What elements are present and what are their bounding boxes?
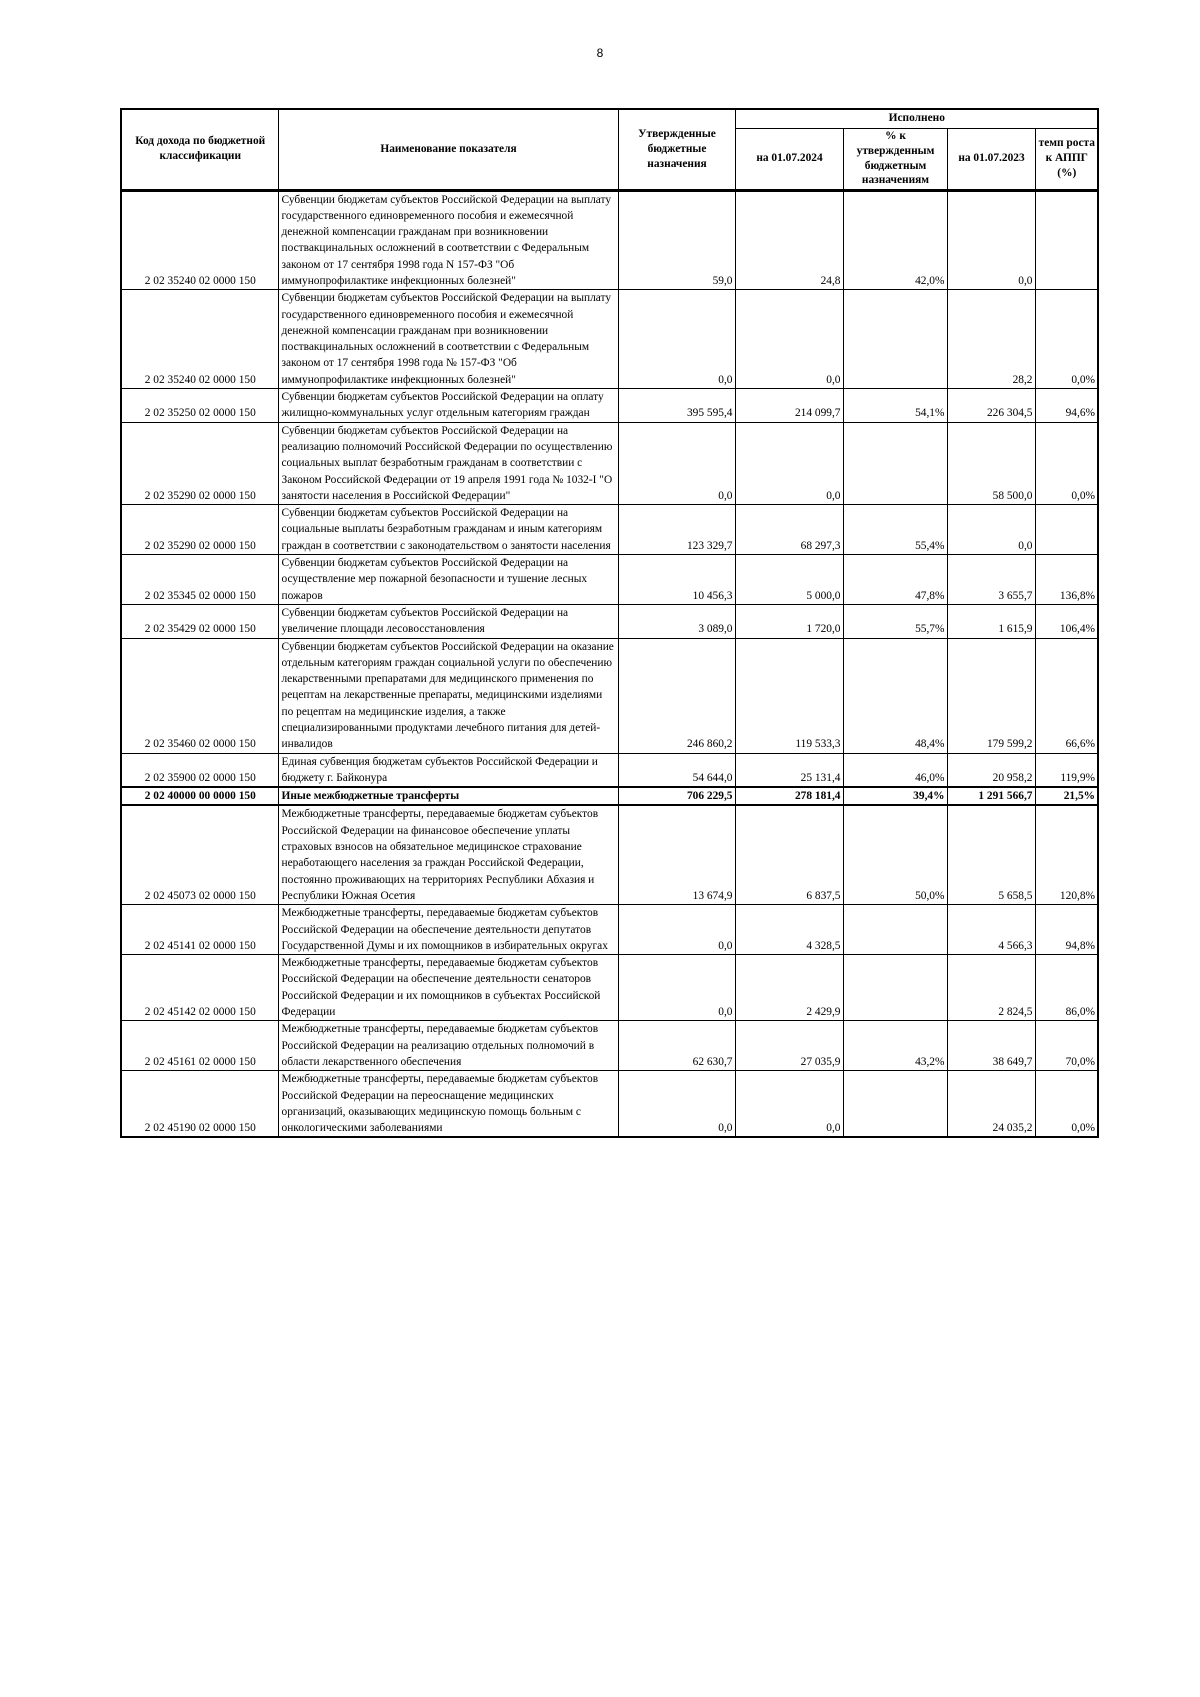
row-code: 2 02 35900 02 0000 150: [121, 753, 278, 787]
row-growth: 0,0%: [1035, 1071, 1098, 1138]
table-row: [121, 389, 1098, 423]
row-growth: 136,8%: [1035, 555, 1098, 605]
table-header: [121, 109, 1098, 190]
row-exec-2023: 38 649,7: [947, 1021, 1035, 1071]
row-name: Иные межбюджетные трансферты: [278, 787, 618, 805]
row-pct-approved: 48,4%: [843, 638, 947, 753]
table-row: [121, 290, 1098, 389]
row-exec-2024: 68 297,3: [735, 505, 843, 555]
row-exec-2023: 3 655,7: [947, 555, 1035, 605]
row-code: 2 02 45141 02 0000 150: [121, 905, 278, 955]
row-name: Субвенции бюджетам субъектов Российской Федерации на реализацию полномочий Российской Федерации по осуществлению социальных выплат безработным гражданам в соответствии с Законом Российской Федерации от 19 апреля 1991 года № 1032-I "О занятости населения в Российской Федерации": [278, 422, 618, 504]
row-name: Межбюджетные трансферты, передаваемые бюджетам субъектов Российской Федерации на финансовое обеспечение уплаты страховых взносов на обязательное медицинское страхование неработающего населения за граждан Российской Федерации, постоянно проживающих на территориях Республики Абхазия и Республики Южная Осетия: [278, 805, 618, 904]
row-exec-2024: 27 035,9: [735, 1021, 843, 1071]
row-code: 2 02 35250 02 0000 150: [121, 389, 278, 423]
row-pct-approved: 47,8%: [843, 555, 947, 605]
row-code: 2 02 35460 02 0000 150: [121, 638, 278, 753]
row-exec-2023: 24 035,2: [947, 1071, 1035, 1138]
row-exec-2024: 4 328,5: [735, 905, 843, 955]
row-approved: 0,0: [618, 290, 735, 389]
row-code: 2 02 45142 02 0000 150: [121, 955, 278, 1021]
budget-execution-table: [120, 108, 1099, 1138]
row-growth: 0,0%: [1035, 422, 1098, 504]
row-name: Субвенции бюджетам субъектов Российской Федерации на выплату государственного единовременного пособия и ежемесячной денежной компенсации гражданам при возникновении поствакцинальных осложнений в соответствии с Федеральным законом от 17 сентября 1998 года № 157-ФЗ "Об иммунопрофилактике инфекционных болезней": [278, 290, 618, 389]
row-pct-approved: [843, 422, 947, 504]
row-approved: 0,0: [618, 1071, 735, 1138]
row-code: 2 02 35345 02 0000 150: [121, 555, 278, 605]
row-approved: 59,0: [618, 190, 735, 290]
row-name: Субвенции бюджетам субъектов Российской Федерации на оплату жилищно-коммунальных услуг отдельным категориям граждан: [278, 389, 618, 423]
table-row: [121, 505, 1098, 555]
table-row: [121, 604, 1098, 638]
row-approved: 0,0: [618, 955, 735, 1021]
table-row: [121, 555, 1098, 605]
row-approved: 246 860,2: [618, 638, 735, 753]
row-name: Субвенции бюджетам субъектов Российской Федерации на социальные выплаты безработным гражданам и иным категориям граждан в соответствии с законодательством о занятости населения: [278, 505, 618, 555]
row-pct-approved: 42,0%: [843, 190, 947, 290]
row-code: 2 02 35290 02 0000 150: [121, 422, 278, 504]
row-approved: 123 329,7: [618, 505, 735, 555]
row-growth: [1035, 505, 1098, 555]
table-row: [121, 1021, 1098, 1071]
row-name: Единая субвенция бюджетам субъектов Российской Федерации и бюджету г. Байконура: [278, 753, 618, 787]
row-approved: 395 595,4: [618, 389, 735, 423]
row-exec-2023: 0,0: [947, 505, 1035, 555]
row-exec-2024: 1 720,0: [735, 604, 843, 638]
row-growth: 120,8%: [1035, 805, 1098, 904]
header-name: Наименование показателя: [278, 109, 618, 190]
row-pct-approved: [843, 1071, 947, 1138]
row-growth: 119,9%: [1035, 753, 1098, 787]
row-exec-2024: 0,0: [735, 290, 843, 389]
row-exec-2023: 179 599,2: [947, 638, 1035, 753]
row-pct-approved: [843, 955, 947, 1021]
table-row: [121, 955, 1098, 1021]
row-exec-2023: 28,2: [947, 290, 1035, 389]
table-body: [121, 190, 1098, 1137]
row-approved: 706 229,5: [618, 787, 735, 805]
row-name: Субвенции бюджетам субъектов Российской Федерации на оказание отдельным категориям граждан социальной услуги по обеспечению лекарственными препаратами для медицинского применения по рецептам на лекарственные препараты, медицинскими изделиями по рецептам на медицинские изделия, а также специализированными продуктами лечебного питания для детей-инвалидов: [278, 638, 618, 753]
row-growth: [1035, 190, 1098, 290]
row-name: Межбюджетные трансферты, передаваемые бюджетам субъектов Российской Федерации на реализацию отдельных полномочий в области лекарственного обеспечения: [278, 1021, 618, 1071]
row-exec-2024: 119 533,3: [735, 638, 843, 753]
row-growth: 86,0%: [1035, 955, 1098, 1021]
row-growth: 70,0%: [1035, 1021, 1098, 1071]
row-exec-2024: 2 429,9: [735, 955, 843, 1021]
header-approved: Утвержденные бюджетные назначения: [618, 109, 735, 190]
row-approved: 0,0: [618, 905, 735, 955]
row-approved: 62 630,7: [618, 1021, 735, 1071]
header-pct-approved: % к утвержденным бюджетным назначениям: [843, 128, 947, 190]
row-pct-approved: 55,4%: [843, 505, 947, 555]
row-exec-2024: 0,0: [735, 1071, 843, 1138]
row-name: Межбюджетные трансферты, передаваемые бюджетам субъектов Российской Федерации на переоснащение медицинских организаций, оказывающих медицинскую помощь больным с онкологическими заболеваниями: [278, 1071, 618, 1138]
row-code: 2 02 45161 02 0000 150: [121, 1021, 278, 1071]
header-growth: темп роста к АППГ (%): [1035, 128, 1098, 190]
row-exec-2024: 278 181,4: [735, 787, 843, 805]
row-pct-approved: 46,0%: [843, 753, 947, 787]
row-approved: 0,0: [618, 422, 735, 504]
row-name: Межбюджетные трансферты, передаваемые бюджетам субъектов Российской Федерации на обеспечение деятельности сенаторов Российской Федерации и их помощников в субъектах Российской Федерации: [278, 955, 618, 1021]
header-date-2024: на 01.07.2024: [735, 128, 843, 190]
row-growth: 0,0%: [1035, 290, 1098, 389]
row-pct-approved: 39,4%: [843, 787, 947, 805]
page-number: 8: [596, 46, 604, 60]
row-pct-approved: 55,7%: [843, 604, 947, 638]
header-executed: Исполнено: [735, 109, 1098, 128]
row-exec-2024: 25 131,4: [735, 753, 843, 787]
table-row: [121, 1071, 1098, 1138]
row-pct-approved: 50,0%: [843, 805, 947, 904]
row-growth: 21,5%: [1035, 787, 1098, 805]
row-growth: 94,6%: [1035, 389, 1098, 423]
row-exec-2023: 4 566,3: [947, 905, 1035, 955]
row-exec-2023: 2 824,5: [947, 955, 1035, 1021]
row-pct-approved: [843, 290, 947, 389]
row-name: Межбюджетные трансферты, передаваемые бюджетам субъектов Российской Федерации на обеспечение деятельности депутатов Государственной Думы и их помощников в избирательных округах: [278, 905, 618, 955]
header-code: Код дохода по бюджетной классификации: [121, 109, 278, 190]
table-row: [121, 805, 1098, 904]
row-exec-2023: 20 958,2: [947, 753, 1035, 787]
row-exec-2024: 5 000,0: [735, 555, 843, 605]
row-approved: 13 674,9: [618, 805, 735, 904]
row-code: 2 02 45073 02 0000 150: [121, 805, 278, 904]
row-exec-2023: 58 500,0: [947, 422, 1035, 504]
row-approved: 10 456,3: [618, 555, 735, 605]
row-exec-2023: 1 291 566,7: [947, 787, 1035, 805]
row-exec-2024: 24,8: [735, 190, 843, 290]
row-code: 2 02 35240 02 0000 150: [121, 190, 278, 290]
table-row: [121, 190, 1098, 290]
table-row: [121, 753, 1098, 787]
row-approved: 3 089,0: [618, 604, 735, 638]
row-code: 2 02 40000 00 0000 150: [121, 787, 278, 805]
row-pct-approved: 54,1%: [843, 389, 947, 423]
row-exec-2023: 0,0: [947, 190, 1035, 290]
row-name: Субвенции бюджетам субъектов Российской Федерации на осуществление мер пожарной безопасности и тушение лесных пожаров: [278, 555, 618, 605]
row-name: Субвенции бюджетам субъектов Российской Федерации на выплату государственного единовременного пособия и ежемесячной денежной компенсации гражданам при возникновении поствакцинальных осложнений в соответствии с Федеральным законом от 17 сентября 1998 года N 157-ФЗ "Об иммунопрофилактике инфекционных болезней": [278, 190, 618, 290]
table-row: [121, 422, 1098, 504]
header-date-2023: на 01.07.2023: [947, 128, 1035, 190]
row-code: 2 02 35290 02 0000 150: [121, 505, 278, 555]
row-growth: 94,8%: [1035, 905, 1098, 955]
row-code: 2 02 35429 02 0000 150: [121, 604, 278, 638]
row-exec-2023: 5 658,5: [947, 805, 1035, 904]
row-exec-2024: 0,0: [735, 422, 843, 504]
row-name: Субвенции бюджетам субъектов Российской Федерации на увеличение площади лесовосстановления: [278, 604, 618, 638]
row-exec-2023: 226 304,5: [947, 389, 1035, 423]
row-exec-2024: 214 099,7: [735, 389, 843, 423]
row-pct-approved: [843, 905, 947, 955]
table-row-total: [121, 787, 1098, 805]
row-exec-2023: 1 615,9: [947, 604, 1035, 638]
row-pct-approved: 43,2%: [843, 1021, 947, 1071]
row-growth: 106,4%: [1035, 604, 1098, 638]
row-growth: 66,6%: [1035, 638, 1098, 753]
table-row: [121, 638, 1098, 753]
row-code: 2 02 35240 02 0000 150: [121, 290, 278, 389]
table-row: [121, 905, 1098, 955]
row-exec-2024: 6 837,5: [735, 805, 843, 904]
row-code: 2 02 45190 02 0000 150: [121, 1071, 278, 1138]
row-approved: 54 644,0: [618, 753, 735, 787]
